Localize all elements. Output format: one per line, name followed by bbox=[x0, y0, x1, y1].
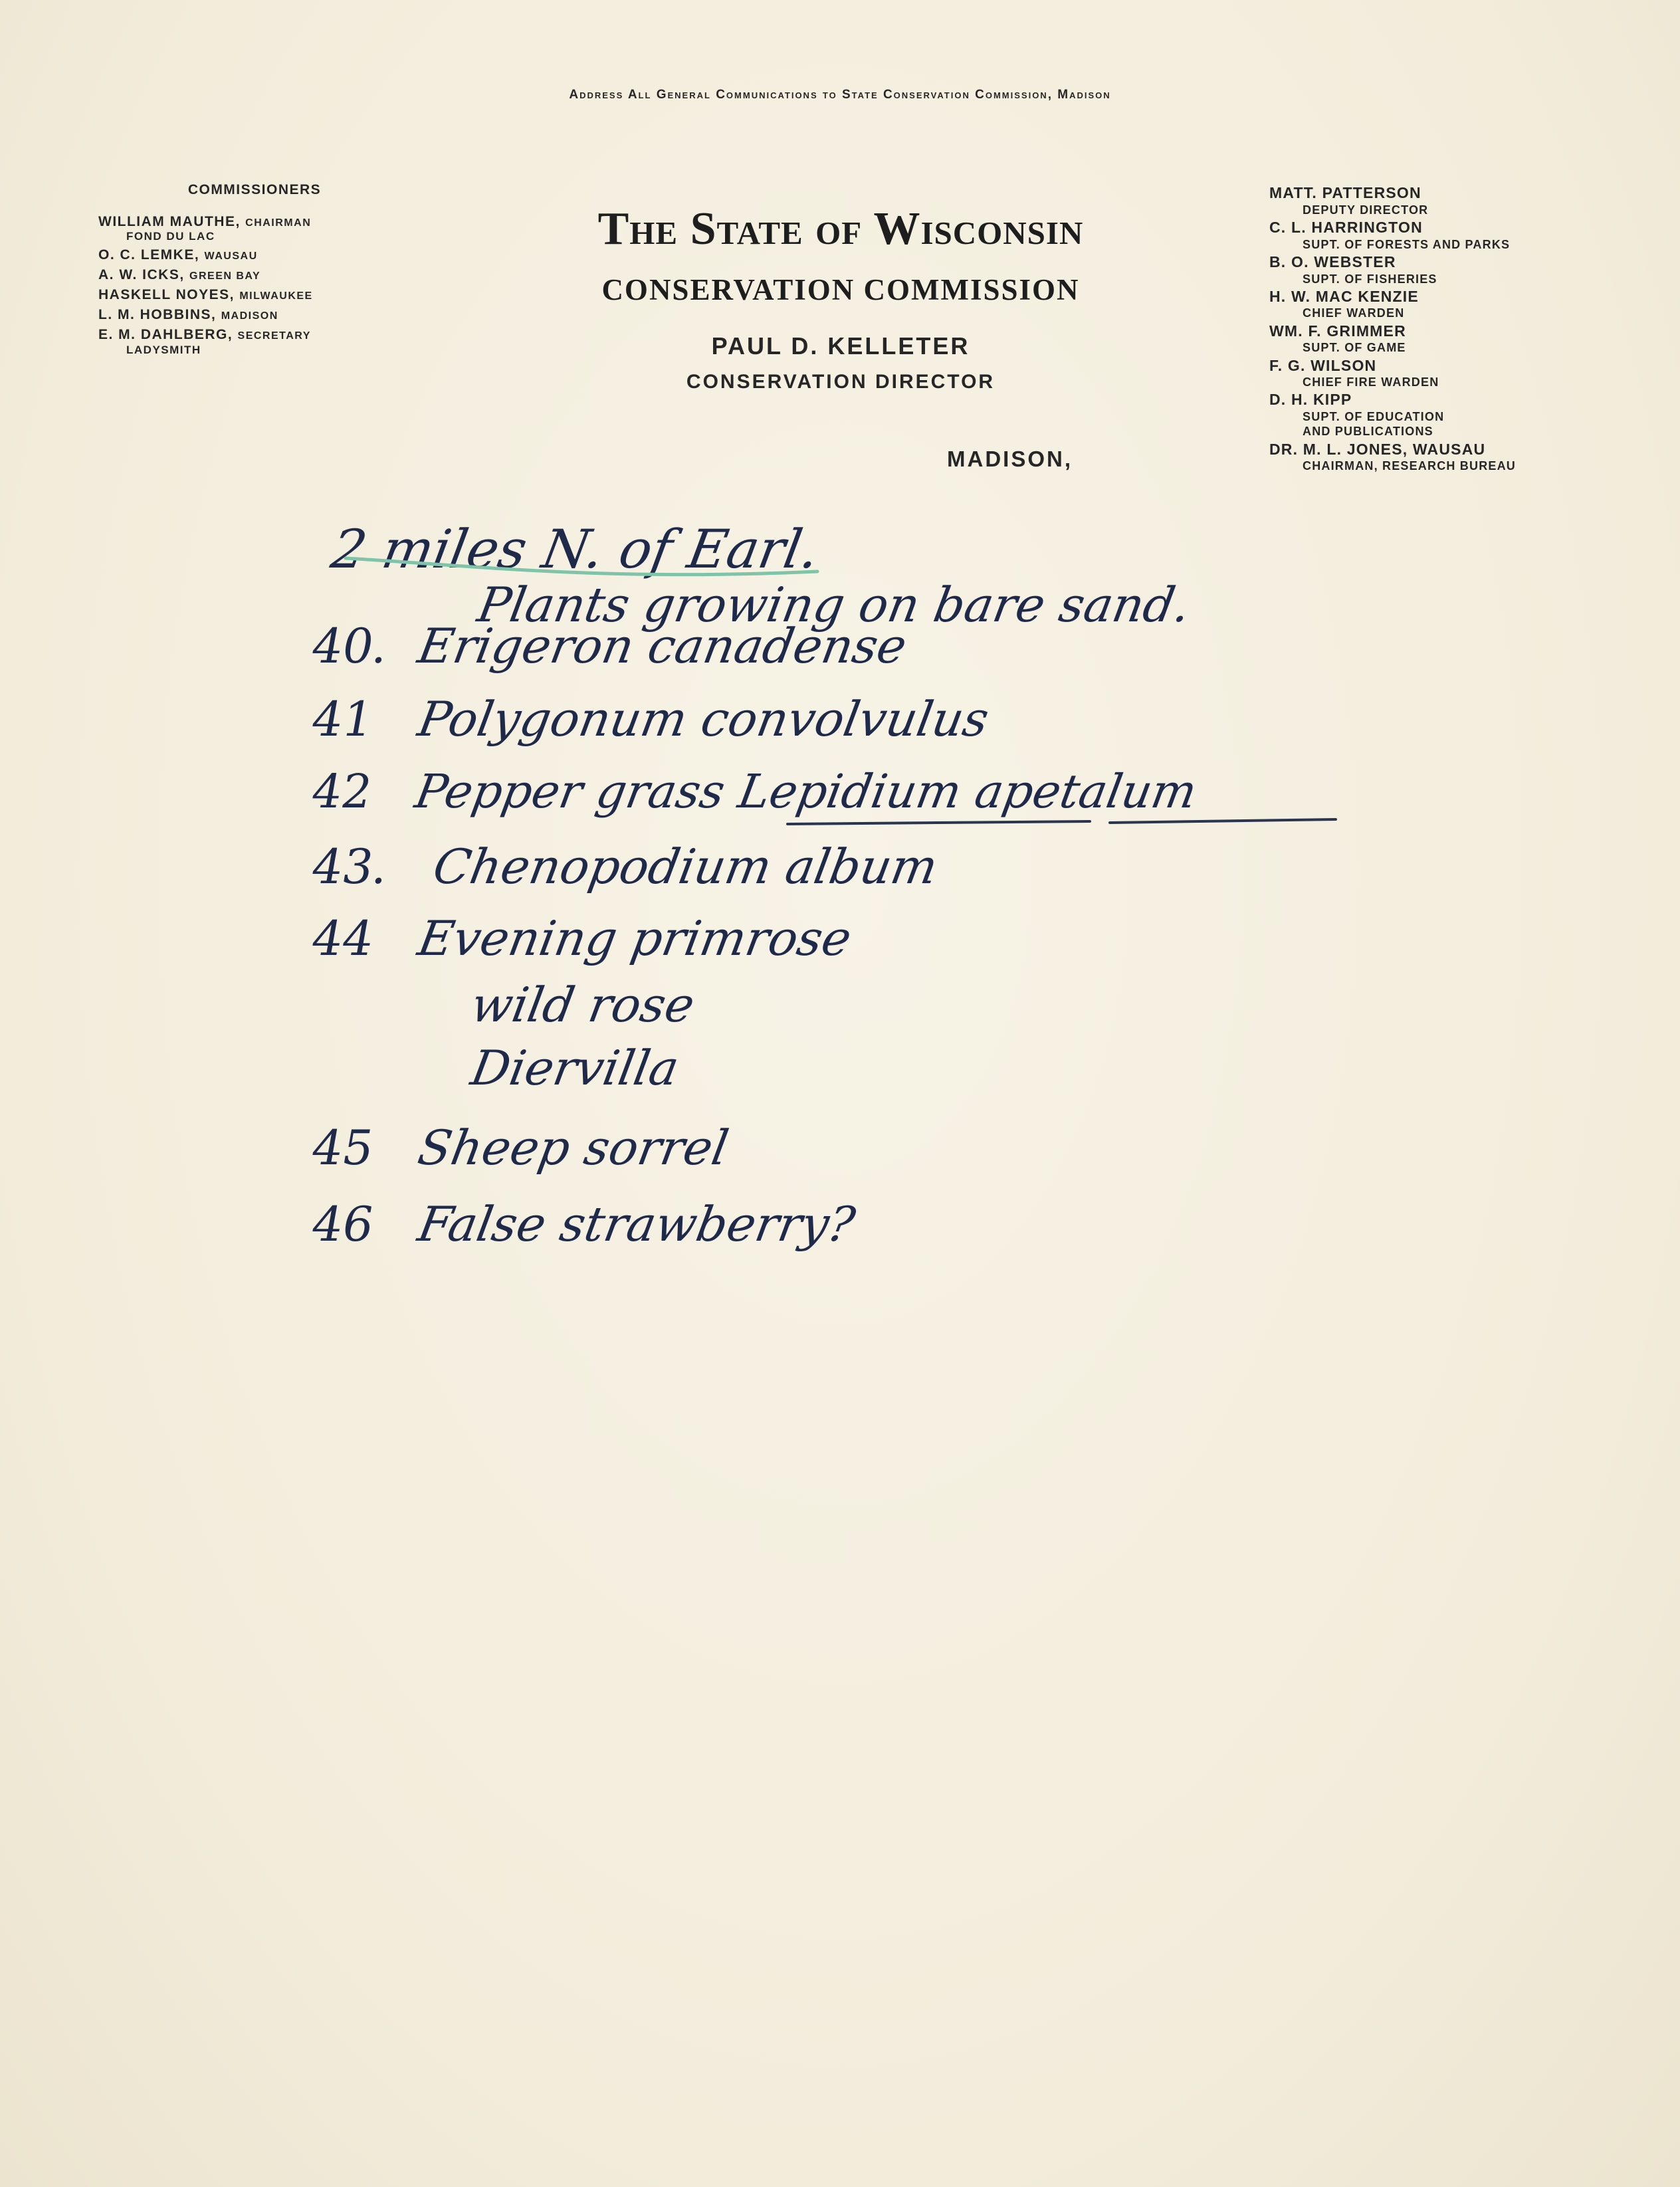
handwritten-entry: 42 Pepper grass Lepidium apetalum bbox=[307, 764, 1202, 819]
staff-role: AND PUBLICATIONS bbox=[1303, 425, 1433, 439]
commissioner-entry: LADYSMITH bbox=[126, 343, 201, 356]
handwritten-entry: wild rose bbox=[467, 977, 699, 1033]
commissioner-entry: A. W. ICKS, GREEN BAY bbox=[98, 266, 261, 282]
handwritten-entry: 43. Chenopodium album bbox=[307, 839, 942, 894]
commissioner-entry: FOND DU LAC bbox=[126, 230, 215, 243]
commissioner-entry: O. C. LEMKE, WAUSAU bbox=[98, 247, 258, 262]
address-line: Address All General Communications to State Conservation Commission, Madison bbox=[569, 88, 1111, 102]
commissioner-entry: WILLIAM MAUTHE, CHAIRMAN bbox=[98, 214, 312, 230]
letterhead-subtitle: CONSERVATION COMMISSION bbox=[601, 273, 1080, 306]
handwritten-entry: 41 Polygonum convolvulus bbox=[307, 691, 994, 747]
handwritten-entry: 44 Evening primrose bbox=[307, 910, 856, 966]
handwritten-subheading: Plants growing on bare sand. bbox=[473, 577, 1195, 633]
staff-role: SUPT. OF FORESTS AND PARKS bbox=[1303, 237, 1511, 251]
handwritten-heading: 2 miles N. of Earl. bbox=[326, 518, 824, 580]
staff-name: B. O. WEBSTER bbox=[1269, 253, 1396, 270]
green-underline bbox=[346, 558, 817, 575]
commissioner-entry: L. M. HOBBINS, MADISON bbox=[98, 307, 278, 323]
commissioner-entry: E. M. DAHLBERG, SECRETARY bbox=[98, 327, 311, 343]
city-line: MADISON, bbox=[947, 447, 1073, 471]
letterhead-title: The State of Wisconsin bbox=[597, 203, 1084, 255]
handwritten-entry: 46 False strawberry? bbox=[307, 1196, 859, 1252]
staff-name: DR. M. L. JONES, WAUSAU bbox=[1269, 440, 1486, 458]
staff-role: SUPT. OF GAME bbox=[1303, 341, 1406, 355]
staff-role: SUPT. OF FISHERIES bbox=[1303, 272, 1437, 286]
staff-name: D. H. KIPP bbox=[1269, 391, 1352, 409]
staff-role: CHIEF WARDEN bbox=[1303, 306, 1405, 320]
staff-name: WM. F. GRIMMER bbox=[1269, 322, 1406, 340]
staff-name: F. G. WILSON bbox=[1269, 356, 1377, 374]
commissioners-heading: COMMISSIONERS bbox=[187, 182, 322, 197]
staff-role: CHAIRMAN, RESEARCH BUREAU bbox=[1303, 459, 1517, 473]
director-name: PAUL D. KELLETER bbox=[711, 332, 970, 360]
commissioner-entry: HASKELL NOYES, MILWAUKEE bbox=[98, 287, 313, 303]
staff-name: H. W. MAC KENZIE bbox=[1269, 287, 1419, 305]
staff-name: MATT. PATTERSON bbox=[1269, 184, 1421, 201]
staff-name: C. L. HARRINGTON bbox=[1269, 218, 1423, 236]
staff-role: CHIEF FIRE WARDEN bbox=[1303, 375, 1439, 389]
ink-underline bbox=[1110, 819, 1336, 823]
handwritten-entry: 40. Erigeron canadense bbox=[307, 618, 911, 674]
staff-role: SUPT. OF EDUCATION bbox=[1303, 410, 1445, 424]
handwritten-entry: Diervilla bbox=[467, 1040, 683, 1096]
staff-role: DEPUTY DIRECTOR bbox=[1303, 203, 1429, 217]
ink-underline bbox=[788, 821, 1090, 824]
director-title: CONSERVATION DIRECTOR bbox=[686, 371, 996, 393]
handwritten-entry: 45 Sheep sorrel bbox=[307, 1120, 733, 1176]
